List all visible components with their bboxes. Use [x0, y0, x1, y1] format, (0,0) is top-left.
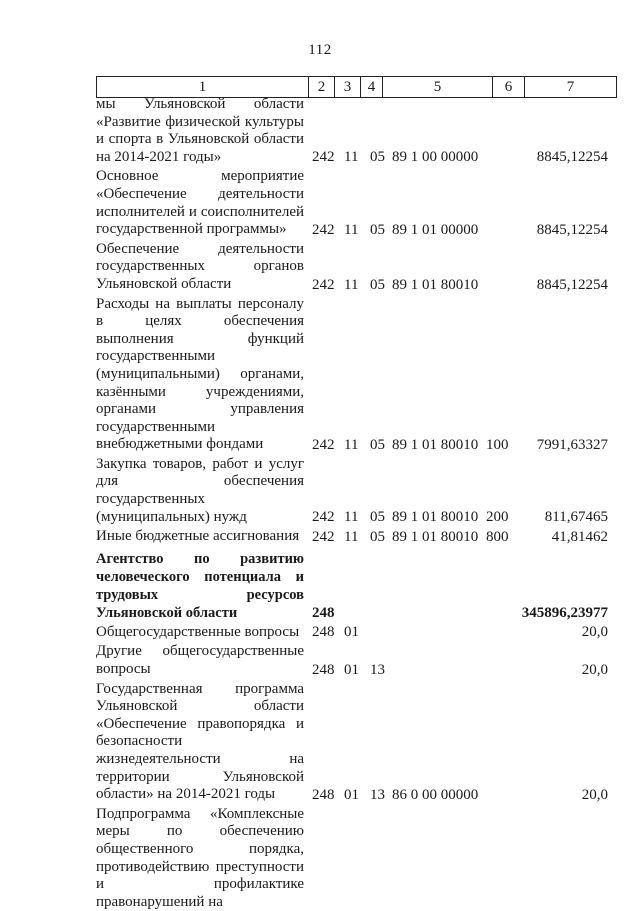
- row-ministry-code: 248: [312, 786, 335, 803]
- row-description: Государственная программа Ульяновской области «Обеспечение правопорядка и безопасности жизнедеятельности на территории Ульяновской области» на 2014-2021 годы: [96, 680, 304, 803]
- row-target-code: 89 1 01 80010: [392, 276, 479, 293]
- table-row: [0, 168, 640, 238]
- table-row: [0, 528, 640, 546]
- row-description: Закупка товаров, работ и услуг для обеспечения государственных (муниципальных) нужд: [96, 455, 304, 525]
- column-header-row: [96, 76, 617, 98]
- row-ministry-code: 242: [312, 149, 335, 166]
- row-amount: 20,0: [581, 786, 608, 803]
- row-amount: 8845,12254: [536, 276, 608, 293]
- header-col-1: 1: [97, 77, 309, 98]
- row-target-code: 89 1 01 80010: [392, 436, 479, 453]
- row-target-code: 89 1 01 00000: [392, 221, 479, 238]
- row-section-code: 01: [344, 661, 359, 678]
- table-row: [0, 624, 640, 642]
- header-col-4: 4: [361, 77, 383, 98]
- row-description: Общегосударственные вопросы: [96, 623, 300, 640]
- table-row: [0, 96, 640, 166]
- row-ministry-code: 242: [312, 221, 335, 238]
- row-amount: 41,81462: [551, 528, 608, 545]
- row-description: Иные бюджетные ассигнования: [96, 528, 300, 545]
- row-ministry-code: 248: [312, 604, 335, 621]
- budget-table-body: [0, 96, 640, 911]
- row-subsection-code: 05: [370, 221, 385, 238]
- row-ministry-code: 242: [312, 528, 335, 545]
- row-subsection-code: 05: [370, 149, 385, 166]
- row-subsection-code: 13: [370, 661, 385, 678]
- row-description: Агентство по развитию человеческого потенциала и трудовых ресурсов Ульяновской области: [96, 550, 304, 621]
- row-section-code: 11: [344, 276, 359, 293]
- row-ministry-code: 242: [312, 276, 335, 293]
- row-section-code: 01: [344, 786, 359, 803]
- row-description: Обеспечение деятельности государственных органов Ульяновской области: [96, 240, 304, 292]
- row-subsection-code: 05: [370, 436, 385, 453]
- row-section-code: 11: [344, 509, 359, 526]
- row-target-code: 89 1 01 80010: [392, 509, 479, 526]
- row-amount: 20,0: [581, 661, 608, 678]
- row-subsection-code: 05: [370, 276, 385, 293]
- row-amount: 345896,23977: [521, 604, 608, 621]
- row-section-code: 11: [344, 149, 359, 166]
- row-amount: 7991,63327: [536, 436, 608, 453]
- header-col-3: 3: [335, 77, 361, 98]
- row-ministry-code: 248: [312, 661, 335, 678]
- row-target-code: 86 0 00 00000: [392, 786, 479, 803]
- row-expense-type: 800: [486, 528, 509, 545]
- header-col-6: 6: [493, 77, 525, 98]
- row-ministry-code: 242: [312, 436, 335, 453]
- row-expense-type: 100: [486, 436, 509, 453]
- row-amount: 8845,12254: [536, 221, 608, 238]
- header-col-2: 2: [309, 77, 335, 98]
- row-section-code: 11: [344, 221, 359, 238]
- row-amount: 811,67465: [544, 509, 608, 526]
- table-row-agency: [0, 550, 640, 622]
- row-amount: 20,0: [581, 624, 608, 641]
- header-col-7: 7: [525, 77, 617, 98]
- row-description: Другие общегосударственные вопросы: [96, 643, 304, 678]
- row-target-code: 89 1 00 00000: [392, 149, 479, 166]
- row-target-code: 89 1 01 80010: [392, 528, 479, 545]
- table-row: [0, 681, 640, 804]
- row-description: Основное мероприятие «Обеспечение деятельности исполнителей и соисполнителей государственной программы»: [96, 168, 304, 238]
- row-ministry-code: 248: [312, 624, 335, 641]
- row-description: Расходы на выплаты персоналу в целях обеспечения выполнения функций государственными (муниципальными) органами, казёнными учреждениями, органами управления государственными внебюджетными фондами: [96, 295, 304, 453]
- table-row: [0, 643, 640, 678]
- row-amount: 8845,12254: [536, 149, 608, 166]
- page-number: 112: [308, 42, 332, 58]
- row-section-code: 01: [344, 624, 359, 641]
- row-section-code: 11: [344, 436, 359, 453]
- header-col-5: 5: [383, 77, 493, 98]
- row-subsection-code: 05: [370, 509, 385, 526]
- row-subsection-code: 13: [370, 786, 385, 803]
- row-description: Подпрограмма «Комплексные меры по обеспечению общественного порядка, противодействию преступности и профилактике правонарушений на: [96, 805, 304, 910]
- table-row: [0, 456, 640, 526]
- table-row: [0, 241, 640, 294]
- row-subsection-code: 05: [370, 528, 385, 545]
- table-row: [0, 806, 640, 911]
- row-description: мы Ульяновской области «Развитие физической культуры и спорта в Ульяновской области на 2014-2021 годы»: [96, 96, 304, 165]
- row-ministry-code: 242: [312, 509, 335, 526]
- row-section-code: 11: [344, 528, 359, 545]
- table-row: [0, 296, 640, 454]
- row-expense-type: 200: [486, 509, 509, 526]
